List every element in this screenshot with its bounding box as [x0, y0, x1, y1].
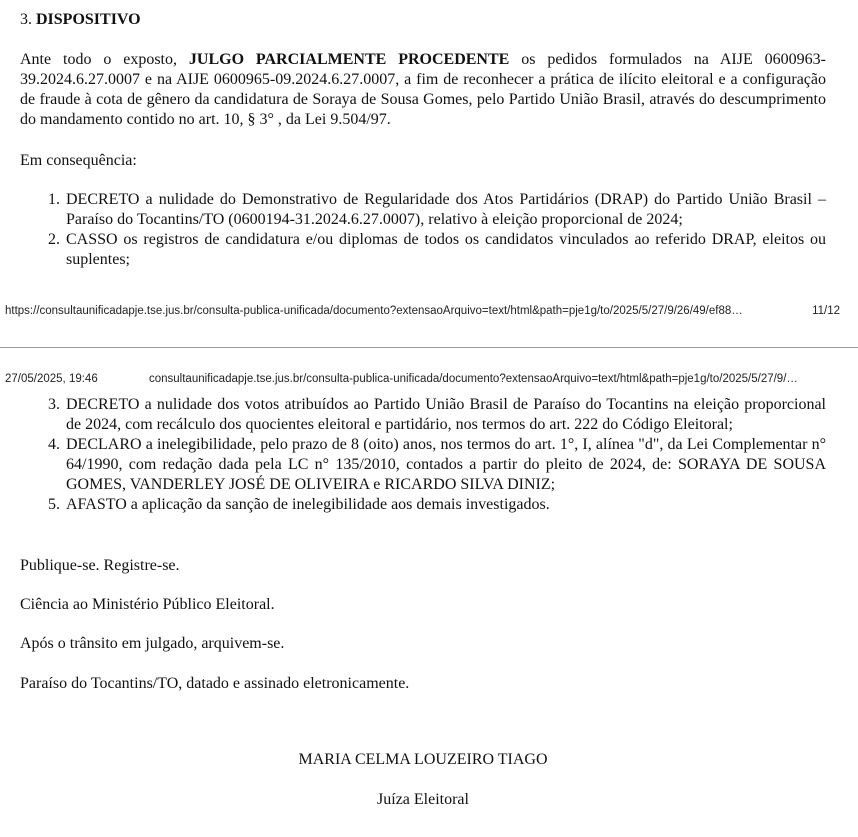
list-item-number: 2.: [48, 231, 60, 248]
list-item: [48, 435, 826, 495]
list-item: [48, 190, 826, 230]
list-item-number: 5.: [48, 496, 60, 513]
intro-text-start: Ante todo o exposto,: [20, 51, 189, 68]
intro-text-end: os pedidos formulados na AIJE 0600963-39.2024.6.27.0007 e na AIJE 0600965-09.2024.6.27.0007, a fim de reconhecer a prática de ilícito eleitoral e a configuração de fraude à cota de gênero da candidatura de Soraya de Sousa Gomes, pelo Partido União Brasil, através do descumprimento do mandamento contido no art. 10, § 3° , da Lei 9.504/97.: [20, 51, 826, 128]
list-item-number: 4.: [48, 436, 60, 453]
list-item-text: DECRETO a nulidade do Demonstrativo de Regularidade dos Atos Partidários (DRAP) do Partido União Brasil – Paraíso do Tocantins/TO (0600194-31.2024.6.27.0007), relativo à eleição proporcional de 2024;: [66, 191, 826, 228]
document-page-top: [0, 0, 858, 335]
list-item-text: CASSO os registros de candidatura e/ou diplomas de todos os candidatos vinculados ao referido DRAP, eleitos ou suplentes;: [66, 231, 826, 268]
list-item-text: DECLARO a inelegibilidade, pelo prazo de 8 (oito) anos, nos termos do art. 1°, I, alínea "d", da Lei Complementar n° 64/1990, com redação dada pela LC n° 135/2010, contados a partir do pleito de 2024, de: SORAYA DE SOUSA GOMES, VANDERLEY JOSÉ DE OLIVEIRA e RICARDO SILVA DINIZ;: [66, 436, 826, 493]
section-title: DISPOSITIVO: [36, 11, 141, 28]
section-number: 3.: [20, 11, 32, 28]
ruling-list-part-1: [48, 190, 826, 270]
notify-paragraph: Ciência ao Ministério Público Eleitoral.: [20, 596, 275, 613]
publish-paragraph: Publique-se. Registre-se.: [20, 557, 180, 574]
intro-paragraph: [20, 50, 826, 130]
list-item-number: 1.: [48, 191, 60, 208]
intro-verdict: JULGO PARCIALMENTE PROCEDENTE: [188, 51, 510, 68]
section-heading: [20, 10, 141, 30]
footer-page-number: 11/12: [812, 305, 840, 317]
signer-name: MARIA CELMA LOUZEIRO TIAGO: [298, 751, 548, 768]
footer-url-link[interactable]: https://consultaunificadapje.tse.jus.br/consulta-publica-unificada/documento?extensaoArquivo=text/html&path=pje1g/to/2025/5/27/9/26/49/ef88…: [5, 305, 743, 317]
page-divider: [0, 347, 858, 348]
list-item: [48, 495, 826, 515]
signer-role: Juíza Eleitoral: [377, 791, 469, 808]
list-item: [48, 230, 826, 270]
list-item-text: AFASTO a aplicação da sanção de inelegibilidade aos demais investigados.: [66, 496, 550, 513]
list-item-text: DECRETO a nulidade dos votos atribuídos ao Partido União Brasil de Paraíso do Tocantins na eleição proporcional de 2024, com recálculo dos quocientes eleitoral e partidário, nos termos do art. 222 do Código Eleitoral;: [66, 396, 826, 433]
header-url-link[interactable]: consultaunificadapje.tse.jus.br/consulta-publica-unificada/documento?extensaoArquivo=text/html&path=pje1g/to/2025/5/27/9/…: [149, 373, 798, 385]
list-item-number: 3.: [48, 396, 60, 413]
consequence-label: Em consequência:: [20, 152, 137, 169]
page-break: [0, 339, 858, 353]
ruling-list-part-2: [48, 395, 826, 515]
header-date: 27/05/2025, 19:46: [5, 373, 98, 385]
list-item: [48, 395, 826, 435]
place-paragraph: Paraíso do Tocantins/TO, datado e assinado eletronicamente.: [20, 675, 410, 692]
archive-paragraph: Após o trânsito em julgado, arquivem-se.: [20, 635, 285, 652]
